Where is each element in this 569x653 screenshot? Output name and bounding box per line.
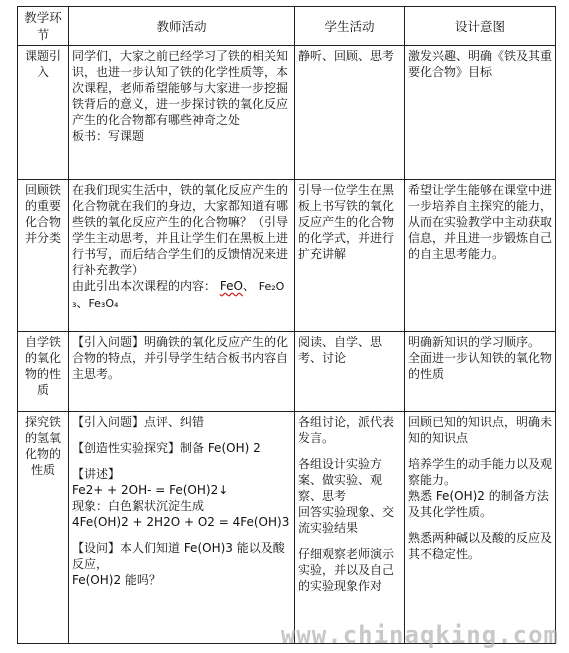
table-row bbox=[18, 46, 556, 180]
stage-cell: 自学铁的氧化物的性质 bbox=[18, 332, 69, 412]
intent-text: 希望让学生能够在课堂中进一步培养自主探究的能力，从而在实验教学中主动获取信息，并且进一步锻炼自己的自主思考能力。 bbox=[408, 183, 553, 261]
design-intent-cell bbox=[405, 46, 556, 180]
intent-text: 熟悉两种碱以及酸的反应及其不稳定性。 bbox=[408, 531, 553, 561]
teacher-text: 现象：白色絮状沉淀生成 bbox=[72, 499, 205, 513]
student-text: 回答实验现象、交流实验结果 bbox=[298, 505, 395, 535]
header-teacher: 教师活动 bbox=[69, 7, 295, 46]
teacher-text: 【引入问题】明确铁的氧化反应产生的化合物的特点，并引导学生结合板书内容自主思考。 bbox=[72, 335, 289, 381]
student-text: 引导一位学生在黑板上书写铁的氧化反应产生的化合物的化学式，并进行扩充讲解 bbox=[298, 183, 395, 261]
intent-text: 明确新知识的学习顺序。 bbox=[408, 335, 541, 349]
teacher-text: Fe2+ + 2OH- = Fe(OH)2↓ bbox=[72, 483, 229, 497]
teacher-activity-cell bbox=[69, 412, 295, 644]
header-stage: 教学环节 bbox=[18, 7, 69, 46]
student-activity-cell bbox=[295, 46, 405, 180]
student-text: 阅读、自学、思考、讨论 bbox=[298, 335, 383, 365]
teacher-activity-cell bbox=[69, 46, 295, 180]
intent-text: 激发兴趣、明确《铁及其重要化合物》目标 bbox=[408, 49, 553, 79]
teacher-text: 在我们现实生活中，铁的氧化反应产生的化合物就在我们的身边，大家都知道有哪些铁的氧化反应产生的化合物嘛？（引导学生主动思考，并且让学生们在黑板上进行书写，而后结合学生们的反馈情况来进行补充教学） bbox=[72, 183, 289, 277]
student-activity-cell bbox=[295, 180, 405, 332]
lesson-plan-table bbox=[17, 6, 556, 644]
student-text: 仔细观察老师演示实验，并以及自己的实验现象作对 bbox=[298, 547, 395, 593]
student-activity-cell bbox=[295, 332, 405, 412]
table-row bbox=[18, 332, 556, 412]
teacher-text: 板书：写课题 bbox=[72, 129, 145, 143]
formula-feo: FeO bbox=[219, 279, 243, 293]
teacher-text: 【创造性实验探究】制备 Fe(OH) 2 bbox=[72, 441, 261, 455]
teacher-text: 4Fe(OH)2 + 2H2O + O2 = 4Fe(OH)3 bbox=[72, 515, 290, 529]
header-intent: 设计意图 bbox=[405, 7, 556, 46]
stage-cell: 探究铁的氢氧化物的性质 bbox=[18, 412, 69, 644]
intent-text: 回顾已知的知识点，明确未知的知识点 bbox=[408, 415, 553, 445]
teacher-text: 同学们，大家之前已经学习了铁的相关知识，也进一步认知了铁的化学性质等，本次课程，老师希望能够与大家进一步挖掘铁背后的意义，进一步探讨铁的氧化反应产生的化合物都有哪些神奇之处 bbox=[72, 49, 289, 127]
teacher-text: 【设问】本人们知道 Fe(OH)3 能以及酸反应， bbox=[72, 541, 285, 571]
design-intent-cell bbox=[405, 180, 556, 332]
watermark-text: www.chinaqking.com bbox=[280, 621, 559, 649]
student-text: 各组讨论，派代表发言。 bbox=[298, 415, 395, 445]
teacher-activity-cell bbox=[69, 180, 295, 332]
formula-fe2o3: Fe₂O₃ bbox=[72, 280, 285, 310]
intent-text: 熟悉 Fe(OH)2 的制备方法及其化学性质。 bbox=[408, 489, 549, 519]
table-row bbox=[18, 180, 556, 332]
teacher-text: 【讲述】 bbox=[72, 467, 121, 481]
stage-cell: 回顾铁的重要化合物并分类 bbox=[18, 180, 69, 332]
student-text: 静听、回顾、思考 bbox=[298, 49, 395, 63]
teacher-activity-cell bbox=[69, 332, 295, 412]
stage-cell: 课题引入 bbox=[18, 46, 69, 180]
design-intent-cell bbox=[405, 332, 556, 412]
header-row bbox=[18, 7, 556, 46]
intent-text: 培养学生的动手能力以及观察能力。 bbox=[408, 457, 553, 487]
teacher-text: 由此引出本次课程的内容： FeO、 Fe₂O₃、Fe₃O₄ bbox=[72, 279, 285, 310]
teacher-text: 【引入问题】点评、纠错 bbox=[72, 415, 205, 429]
formula-fe3o4: Fe₃O₄ bbox=[88, 297, 119, 310]
design-intent-cell bbox=[405, 412, 556, 644]
student-text: 各组设计实验方案、做实验、观察、思考 bbox=[298, 457, 383, 503]
teacher-text-lead: 由此引出本次课程的内容： bbox=[72, 279, 217, 293]
teacher-text: Fe(OH)2 能吗？ bbox=[72, 573, 161, 587]
table-row bbox=[18, 412, 556, 644]
student-activity-cell bbox=[295, 412, 405, 644]
header-student: 学生活动 bbox=[295, 7, 405, 46]
intent-text: 全面进一步认知铁的氧化物的性质 bbox=[408, 351, 553, 381]
